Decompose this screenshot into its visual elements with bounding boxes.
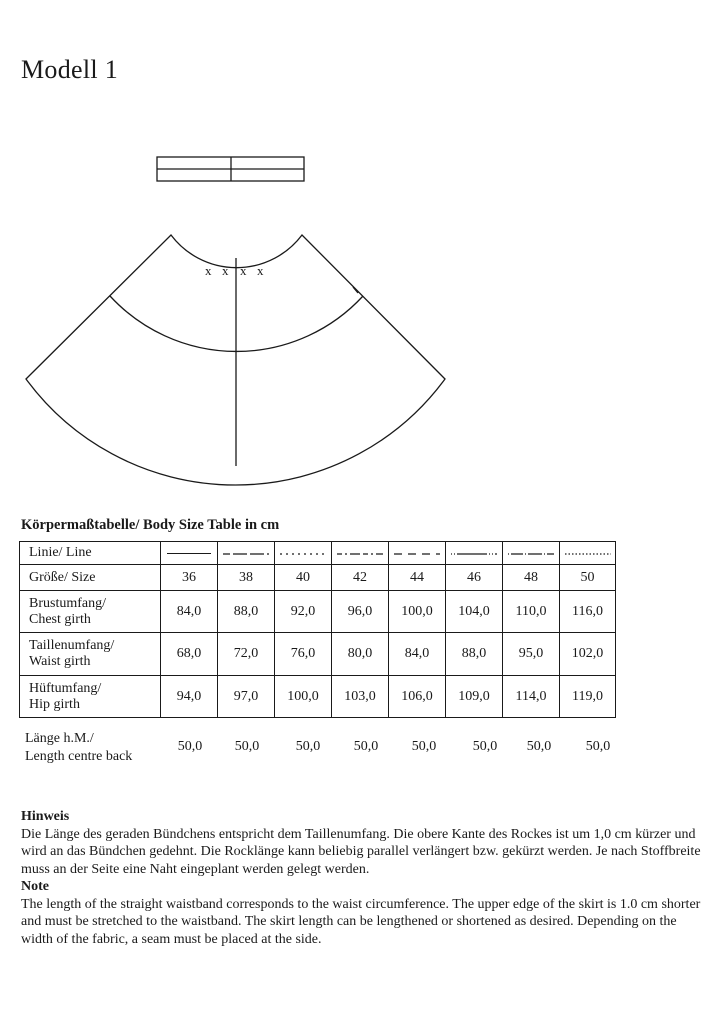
body-size-table [19, 541, 616, 718]
row-label-en: Hip girth [29, 696, 80, 712]
table-cell: 94,0 [161, 676, 218, 718]
table-cell: 50,0 [472, 739, 498, 754]
table-cell: 48 [503, 565, 560, 591]
table-cell: 114,0 [503, 676, 560, 718]
table-cell: 36 [161, 565, 218, 591]
table-cell: 50,0 [585, 739, 611, 754]
table-cell: 106,0 [389, 676, 446, 718]
table-row-chest [20, 591, 616, 633]
table-row-waist [20, 633, 616, 676]
line-sample-cell [275, 542, 332, 565]
notch-mark: x [240, 263, 247, 278]
table-cell: 50,0 [526, 739, 552, 754]
row-label-en: Waist girth [29, 654, 91, 669]
row-label [25, 730, 132, 766]
line-sample-cell [503, 542, 560, 565]
line-sample-cell [218, 542, 275, 565]
notch-mark: x [222, 263, 229, 278]
table-cell: 76,0 [275, 633, 332, 676]
table-cell: 80,0 [332, 633, 389, 676]
line-style-dash-dot-long [508, 552, 554, 556]
table-cell: 42 [332, 565, 389, 591]
row-label: Größe/ Size [20, 565, 161, 591]
table-cell: 119,0 [560, 676, 616, 718]
table-cell: 84,0 [161, 591, 218, 633]
row-label-de: Taillenumfang/ [29, 638, 115, 653]
line-sample-cell [161, 542, 218, 565]
row-label-en: Length centre back [25, 749, 133, 764]
table-cell: 88,0 [446, 633, 503, 676]
row-label [20, 591, 161, 633]
note-text-de: Die Länge des geraden Bündchens entspricht dem Taillenumfang. Die obere Kante des Rockes ist um 1,0 cm kürzer und wird an das Bündchen gedehnt. Die Rocklänge kann beliebig parallel verlängert bzw. gekürzt werden. Je nach Stoffbreite muss an der Seite eine Naht eingeplant werden gelegt werden. [21, 826, 701, 877]
table-cell: 96,0 [332, 591, 389, 633]
table-cell: 95,0 [503, 633, 560, 676]
line-sample-cell [446, 542, 503, 565]
table-cell: 44 [389, 565, 446, 591]
waistband-piece [157, 157, 304, 181]
line-style-dotted [280, 552, 326, 556]
table-cell: 116,0 [560, 591, 616, 633]
line-sample-cell [560, 542, 616, 565]
row-label [20, 676, 161, 718]
page-title: Modell 1 [21, 55, 119, 84]
notch-mark: x [257, 263, 264, 278]
table-cell: 104,0 [446, 591, 503, 633]
line-style-dot-long [451, 552, 497, 556]
line-style-dash-long [223, 552, 269, 556]
table-cell: 102,0 [560, 633, 616, 676]
table-cell: 50,0 [177, 739, 203, 754]
table-heading: Körpermaßtabelle/ Body Size Table in cm [21, 517, 280, 533]
table-cell: 46 [446, 565, 503, 591]
table-cell: 109,0 [446, 676, 503, 718]
table-cell: 100,0 [389, 591, 446, 633]
line-sample-cell [389, 542, 446, 565]
table-cell: 50 [560, 565, 616, 591]
line-style-dash-dot [337, 552, 383, 556]
line-sample-cell [332, 542, 389, 565]
row-label-de: Hüftumfang/ [29, 680, 102, 696]
notch-mark: x [205, 263, 212, 278]
line-style-solid [167, 553, 211, 554]
table-cell: 88,0 [218, 591, 275, 633]
table-cell: 92,0 [275, 591, 332, 633]
table-cell: 50,0 [234, 739, 260, 754]
row-label-de: Brustumfang/ [29, 595, 106, 611]
table-cell: 50,0 [411, 739, 437, 754]
table-cell: 38 [218, 565, 275, 591]
table-row-hip [20, 676, 616, 718]
skirt-piece [26, 235, 445, 485]
note-heading-de: Hinweis [21, 809, 70, 824]
notes-section [21, 808, 711, 948]
line-row [20, 542, 616, 565]
row-label-en: Chest girth [29, 611, 91, 627]
pattern-drawing [0, 0, 727, 500]
table-row-size [20, 565, 616, 591]
row-label [20, 633, 161, 676]
table-cell: 68,0 [161, 633, 218, 676]
table-cell: 103,0 [332, 676, 389, 718]
table-cell: 110,0 [503, 591, 560, 633]
table-cell: 72,0 [218, 633, 275, 676]
line-style-dash-wide [394, 552, 440, 556]
table-cell: 50,0 [353, 739, 379, 754]
note-heading-en: Note [21, 879, 49, 894]
length-centre-back-row [19, 730, 623, 770]
note-text-en: The length of the straight waistband corresponds to the waist circumference. The upper edge of the skirt is 1.0 cm shorter and must be stretched to the waistband. The skirt length can be lengthened or shortened as desired. Depending on the width of the fabric, a seam must be placed at the side. [21, 896, 701, 947]
line-style-dotted-fine [565, 552, 611, 556]
table-cell: 97,0 [218, 676, 275, 718]
row-label-de: Länge h.M./ [25, 731, 94, 746]
table-cell: 40 [275, 565, 332, 591]
line-row-label: Linie/ Line [20, 542, 161, 565]
table-cell: 50,0 [295, 739, 321, 754]
table-cell: 84,0 [389, 633, 446, 676]
table-cell: 100,0 [275, 676, 332, 718]
